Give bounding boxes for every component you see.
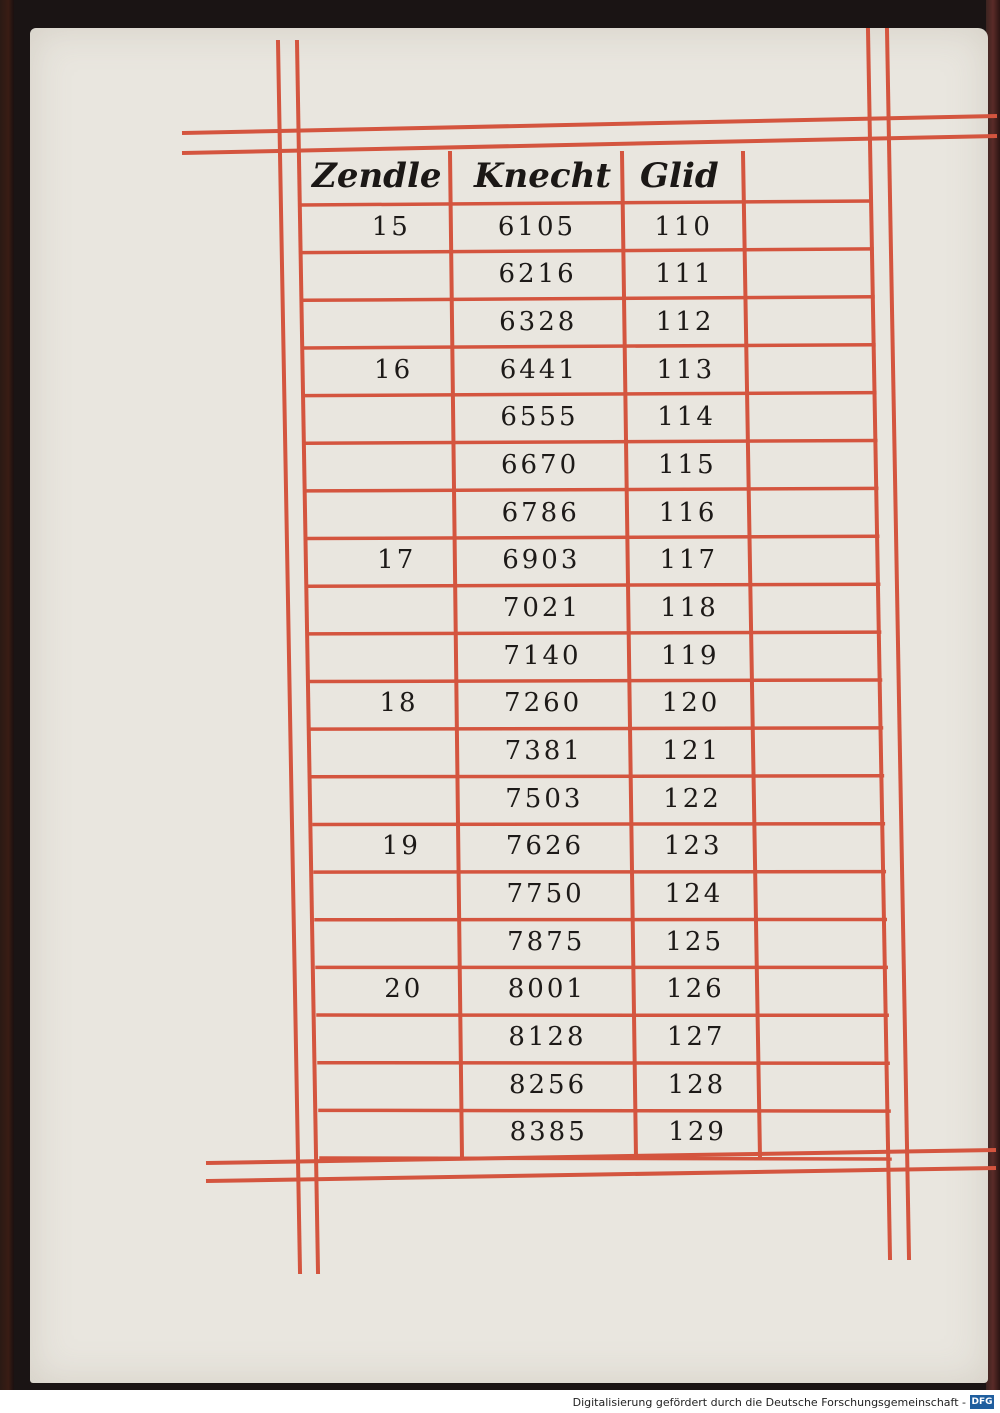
bottom-double-rule <box>208 1168 994 1181</box>
cell-zendle: 16 <box>374 354 414 385</box>
row-rule <box>310 632 880 634</box>
cell-knecht: 7381 <box>504 735 583 766</box>
cell-glid: 116 <box>658 497 718 528</box>
row-rule <box>301 201 871 205</box>
row-rule <box>309 584 879 586</box>
cell-knecht: 7140 <box>503 640 582 671</box>
row-rule <box>312 728 881 729</box>
row-rule <box>304 345 874 348</box>
top-double-rule <box>184 116 995 133</box>
cell-knecht: 6786 <box>501 497 580 528</box>
footer-credit: Digitalisierung gefördert durch die Deutsche Forschungsgemeinschaft - <box>572 1396 966 1409</box>
cell-knecht: 7750 <box>506 878 585 909</box>
cell-glid: 117 <box>659 545 719 576</box>
cell-glid: 112 <box>655 307 715 338</box>
cell-knecht: 7503 <box>505 783 584 814</box>
header-knecht: Knecht <box>474 156 612 196</box>
cell-glid: 115 <box>658 450 717 481</box>
cell-knecht: 6441 <box>499 354 578 385</box>
row-rule <box>319 1063 888 1064</box>
right-double-rule <box>868 30 890 1258</box>
cell-knecht: 6328 <box>499 307 578 338</box>
row-rule <box>308 536 878 538</box>
cell-glid: 118 <box>660 593 719 624</box>
cell-knecht: 8256 <box>508 1069 588 1100</box>
cell-glid: 119 <box>660 640 720 671</box>
cell-glid: 126 <box>666 974 725 1005</box>
row-rule <box>311 680 880 682</box>
cell-glid: 110 <box>654 211 713 242</box>
cell-glid: 120 <box>661 688 721 719</box>
cell-glid: 111 <box>655 259 714 290</box>
row-rule <box>302 249 872 253</box>
cell-glid: 128 <box>667 1069 727 1100</box>
cell-zendle: 19 <box>381 831 421 862</box>
cell-zendle: 18 <box>379 688 419 719</box>
cell-knecht: 6903 <box>502 545 581 576</box>
row-rule <box>305 393 875 396</box>
cell-glid: 129 <box>668 1117 727 1148</box>
top-double-rule <box>184 136 995 153</box>
row-rule <box>315 872 884 873</box>
dfg-logo: DFG <box>971 1397 993 1407</box>
cell-glid: 124 <box>664 878 724 909</box>
cell-glid: 114 <box>657 402 716 433</box>
cell-knecht: 8001 <box>507 974 586 1005</box>
left-double-rule <box>278 42 300 1272</box>
cell-knecht: 7875 <box>507 926 586 957</box>
cell-glid: 121 <box>662 735 722 766</box>
row-rule <box>306 441 876 444</box>
cell-knecht: 7260 <box>504 688 583 719</box>
row-rule <box>320 1110 889 1111</box>
cell-glid: 122 <box>663 783 722 814</box>
row-rule <box>321 1158 890 1159</box>
cell-knecht: 6216 <box>498 259 577 290</box>
cell-knecht: 6105 <box>497 211 577 242</box>
cell-knecht: 8128 <box>508 1021 587 1052</box>
cell-zendle: 15 <box>371 211 411 242</box>
row-rule <box>314 824 883 825</box>
row-rule <box>313 776 882 777</box>
cell-zendle: 17 <box>377 545 417 576</box>
cell-zendle: 20 <box>384 974 424 1005</box>
cell-knecht: 6555 <box>500 402 579 433</box>
cell-glid: 125 <box>665 926 724 957</box>
cell-glid: 113 <box>656 354 716 385</box>
row-rule <box>307 488 877 491</box>
cell-glid: 123 <box>663 831 723 862</box>
cell-glid: 127 <box>666 1021 726 1052</box>
cell-knecht: 7021 <box>502 593 581 624</box>
right-double-rule <box>887 30 909 1258</box>
cell-knecht: 7626 <box>505 831 585 862</box>
cell-knecht: 8385 <box>509 1117 588 1148</box>
header-glid: Glid <box>640 156 719 196</box>
header-zendle: Zendle <box>312 156 442 196</box>
row-rule <box>303 297 873 301</box>
left-double-rule <box>297 42 318 1272</box>
cell-knecht: 6670 <box>500 450 580 481</box>
